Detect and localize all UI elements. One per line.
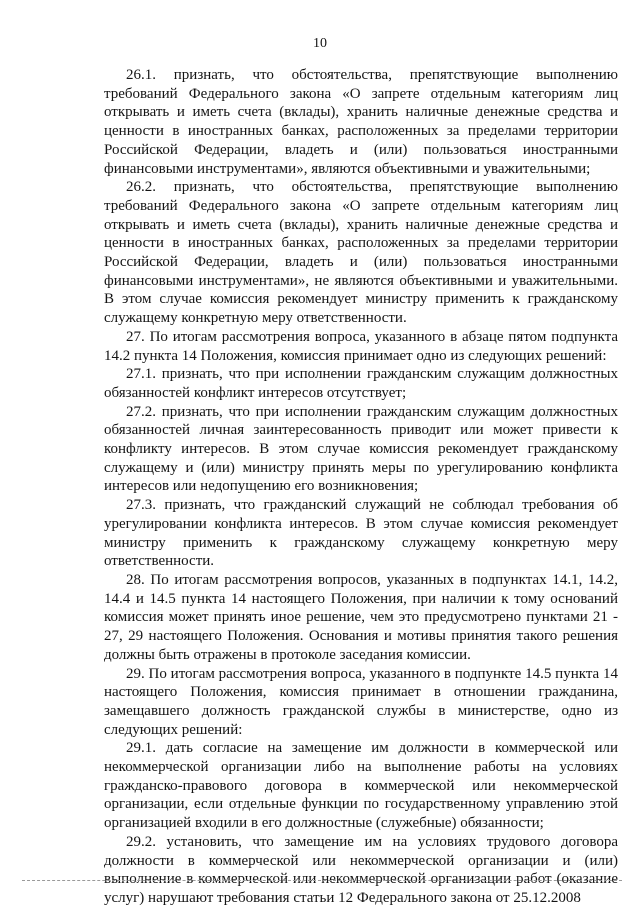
paragraph-29: 29. По итогам рассмотрения вопроса, указанного в подпункте 14.5 пункта 14 настоящего Положения, комиссия принимает в отношении гражданина, замещавшего должность гражданской службы в министерстве, одно из следующих решений:: [104, 665, 618, 738]
paragraph-26-1: 26.1. признать, что обстоятельства, препятствующие выполнению требований Федерального закона «О запрете отдельным категориям лиц открывать и иметь счета (вклады), хранить наличные денежные средства и ценности в иностранных банках, расположенных за пределами территории Российской Федерации, владеть и (или) пользоваться иностранными финансовыми инструментами», являются объективными и уважительными;: [104, 67, 618, 177]
paragraph-26-2: 26.2. признать, что обстоятельства, препятствующие выполнению требований Федерального закона «О запрете отдельным категориям лиц открывать и иметь счета (вклады), хранить наличные денежные средства и ценности в иностранных банках, расположенных за пределами территории Российской Федерации, владеть и (или) пользоваться иностранными финансовыми инструментами», не являются объективными и уважительными. В этом случае комиссия рекомендует министру применить к гражданскому служащему конкретную меру ответственности.: [104, 179, 618, 327]
page-number: 10: [313, 36, 327, 51]
paragraph-27-2: 27.2. признать, что при исполнении гражданским служащим должностных обязанностей личная заинтересованность приводит или может привести к конфликту интересов. В этом случае комиссия рекомендует гражданскому служащему и (или) министру принять меры по урегулированию конфликта интересов или недопущению его возникновения;: [104, 403, 618, 495]
paragraph-27-1: 27.1. признать, что при исполнении гражданским служащим должностных обязанностей конфликт интересов отсутствует;: [104, 366, 618, 401]
paragraph-27: 27. По итогам рассмотрения вопроса, указанного в абзаце пятом подпункта 14.2 пункта 14 Положения, комиссия принимает одно из следующих решений:: [104, 328, 618, 364]
paragraph-27-3: 27.3. признать, что гражданский служащий не соблюдал требования об урегулировании конфликта интересов. В этом случае комиссия рекомендует министру применить к гражданскому служащему конкретную меру ответственности.: [104, 497, 618, 570]
paragraph-29-1: 29.1. дать согласие на замещение им должности в коммерческой или некоммерческой организации либо на выполнение работы на условиях гражданско-правового договора в коммерческой или некоммерческой организации, если отдельные функции по государственному управлению этой организацией входили в его должностные (служебные) обязанности;: [104, 740, 618, 832]
footer-scan-line: [22, 880, 622, 881]
document-body: [104, 66, 618, 908]
paragraph-29-2: 29.2. установить, что замещение им на условиях трудового договора должности в коммерческой или некоммерческой организации и (или) выполнение в коммерческой или некоммерческой организации работ (оказание услуг) нарушают требования статьи 12 Федерального закона от 25.12.2008: [104, 833, 618, 906]
paragraph-28: 28. По итогам рассмотрения вопросов, указанных в подпунктах 14.1, 14.2, 14.4 и 14.5 пункта 14 настоящего Положения, при наличии к тому оснований комиссия может принять иное решение, чем это предусмотрено пунктами 21 - 27, 29 настоящего Положения. Основания и мотивы принятия такого решения должны быть отражены в протоколе заседания комиссии.: [104, 571, 618, 663]
